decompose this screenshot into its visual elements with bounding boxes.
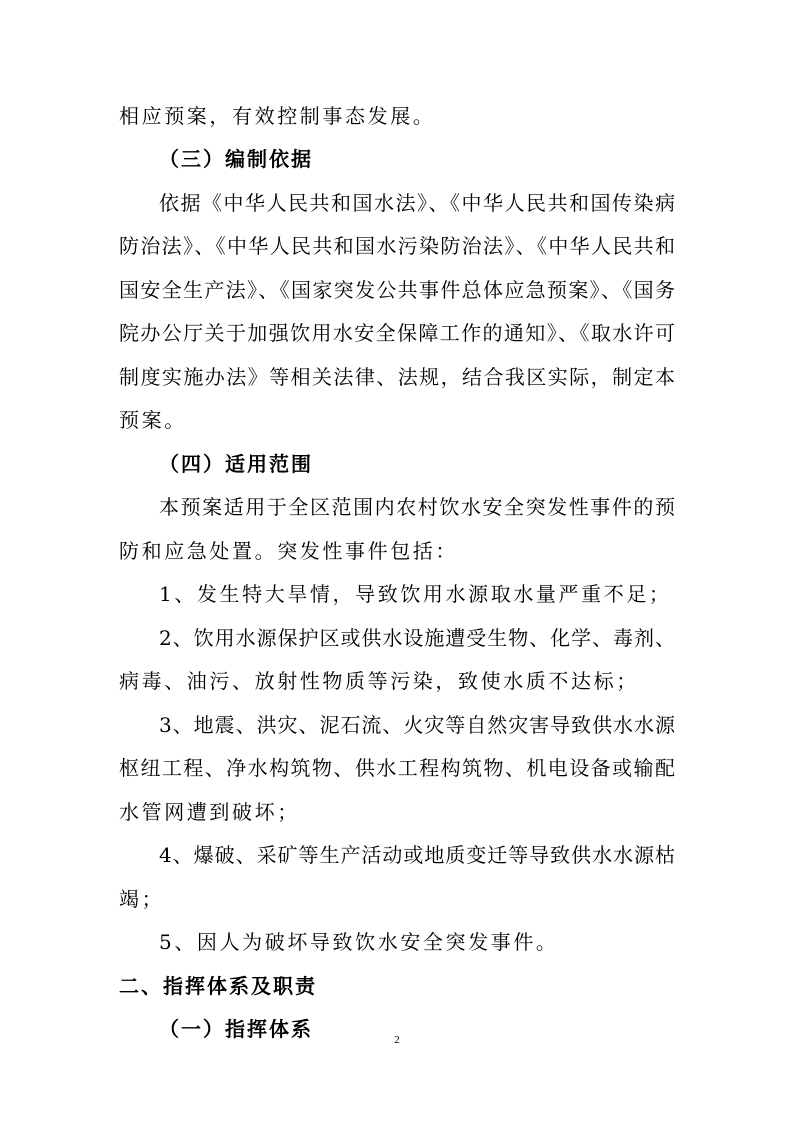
- list-item-continuation: 竭；: [119, 887, 165, 911]
- subsection-heading: （一）指挥体系: [159, 1017, 313, 1041]
- subsection-heading: （四）适用范围: [159, 452, 313, 476]
- paragraph-line: 本预案适用于全区范围内农村饮水安全突发性事件的预: [159, 495, 675, 519]
- paragraph-line: 防和应急处置。突发性事件包括：: [119, 539, 458, 563]
- paragraph-line: 国安全生产法》、《国家突发公共事件总体应急预案》、《国务: [119, 278, 675, 302]
- section-heading: 二、指挥体系及职责: [119, 974, 317, 998]
- page-number: 2: [394, 1034, 400, 1046]
- list-item: 5、因人为破坏导致饮水安全突发事件。: [159, 930, 559, 954]
- paragraph-line: 防治法》、《中华人民共和国水污染防治法》、《中华人民共和: [119, 234, 675, 258]
- list-item: 4、爆破、采矿等生产活动或地质变迁等导致供水水源枯: [159, 843, 675, 867]
- text-line: 相应预案，有效控制事态发展。: [119, 104, 436, 128]
- paragraph-line: 预案。: [119, 408, 187, 432]
- list-item-continuation: 枢纽工程、净水构筑物、供水工程构筑物、机电设备或输配: [119, 756, 675, 780]
- list-item: 1、发生特大旱情，导致饮用水源取水量严重不足；: [159, 582, 672, 606]
- list-item-continuation: 病毒、油污、放射性物质等污染，致使水质不达标；: [119, 669, 639, 693]
- list-item-continuation: 水管网遭到破坏；: [119, 800, 300, 824]
- paragraph-line: 制度实施办法》等相关法律、法规，结合我区实际，制定本: [119, 365, 675, 389]
- subsection-heading: （三）编制依据: [159, 147, 313, 171]
- list-item: 3、地震、洪灾、泥石流、火灾等自然灾害导致供水水源: [159, 713, 675, 737]
- paragraph-line: 院办公厅关于加强饮用水安全保障工作的通知》、《取水许可: [119, 321, 675, 345]
- paragraph-line: 依据《中华人民共和国水法》、《中华人民共和国传染病: [159, 191, 675, 215]
- list-item: 2、饮用水源保护区或供水设施遭受生物、化学、毒剂、: [159, 626, 675, 650]
